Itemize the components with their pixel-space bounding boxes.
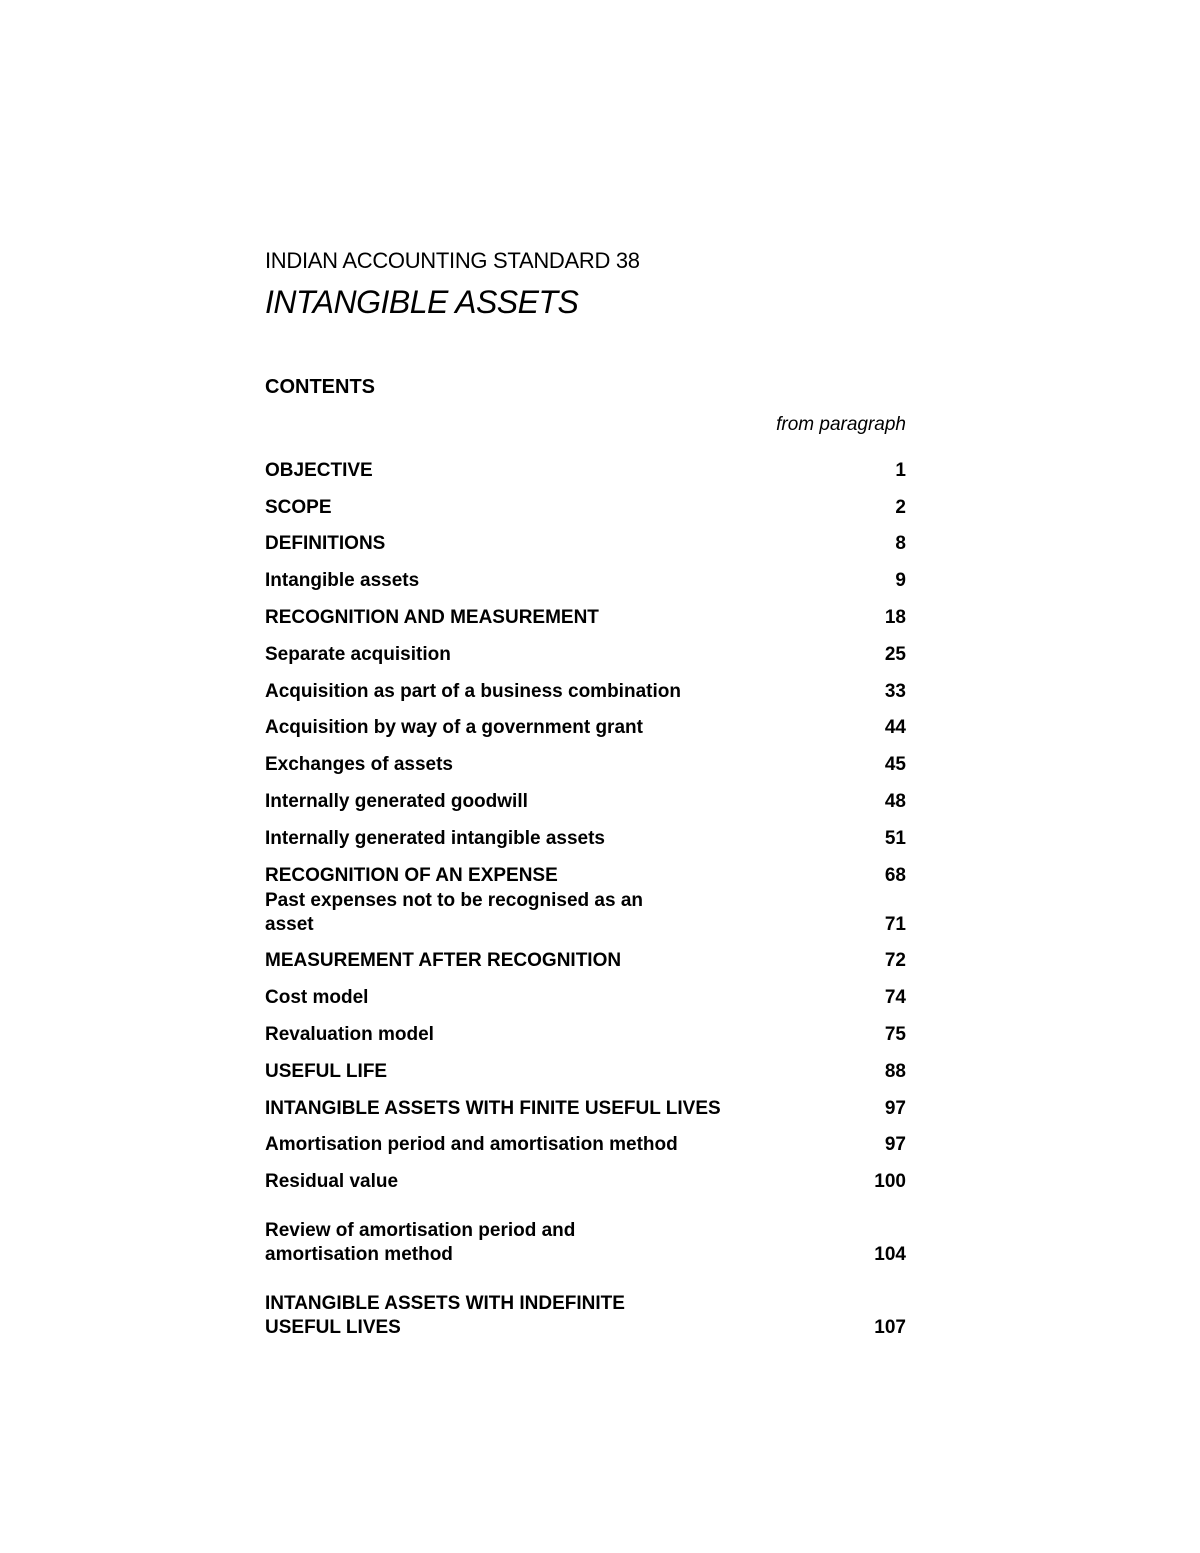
toc-entry-label: OBJECTIVE bbox=[265, 459, 373, 481]
toc-entry-label: Internally generated goodwill bbox=[265, 790, 528, 812]
toc-entry[interactable] bbox=[265, 1279, 906, 1340]
toc-entry[interactable] bbox=[265, 937, 906, 974]
standard-title: INDIAN ACCOUNTING STANDARD 38 bbox=[265, 248, 640, 273]
toc-entry-paragraph: 107 bbox=[874, 1317, 906, 1339]
toc-entry-paragraph: 2 bbox=[895, 496, 906, 518]
toc-entry-paragraph: 25 bbox=[884, 643, 906, 665]
toc-entry-label: Residual value bbox=[265, 1171, 399, 1193]
toc-entry[interactable] bbox=[265, 1121, 906, 1158]
toc-entry-label: RECOGNITION OF AN EXPENSE bbox=[265, 864, 558, 886]
toc-entry-paragraph: 8 bbox=[895, 533, 906, 555]
toc-entry-paragraph: 104 bbox=[874, 1244, 906, 1266]
toc-entry-paragraph: 88 bbox=[884, 1060, 906, 1082]
toc-entry[interactable] bbox=[265, 446, 906, 483]
toc-entry-label: Exchanges of assets bbox=[265, 754, 453, 776]
toc-entry[interactable] bbox=[265, 1206, 906, 1267]
toc-entry-label: INTANGIBLE ASSETS WITH INDEFINITE USEFUL LIVES bbox=[265, 1293, 625, 1339]
toc-entry[interactable] bbox=[265, 667, 906, 704]
toc-entry-label: Internally generated intangible assets bbox=[265, 827, 605, 849]
toc-entry[interactable] bbox=[265, 740, 906, 777]
document-page bbox=[265, 246, 906, 1340]
table-of-contents bbox=[265, 446, 906, 1340]
toc-entry-label: Intangible assets bbox=[265, 570, 420, 592]
toc-entry[interactable] bbox=[265, 630, 906, 667]
toc-entry-paragraph: 45 bbox=[884, 754, 906, 776]
toc-entry-label: Separate acquisition bbox=[265, 643, 451, 665]
toc-entry-paragraph: 72 bbox=[884, 950, 906, 972]
toc-entry[interactable] bbox=[265, 520, 906, 557]
toc-entry-label: Amortisation period and amortisation method bbox=[265, 1134, 678, 1156]
toc-entry-label: USEFUL LIFE bbox=[265, 1060, 388, 1082]
toc-entry-label: SCOPE bbox=[265, 496, 332, 518]
toc-entry[interactable] bbox=[265, 593, 906, 630]
toc-entry-paragraph: 100 bbox=[874, 1171, 906, 1193]
toc-entry-label: Cost model bbox=[265, 987, 369, 1009]
toc-entry-paragraph: 97 bbox=[884, 1097, 906, 1119]
toc-entry-paragraph: 1 bbox=[895, 459, 906, 481]
toc-entry[interactable] bbox=[265, 888, 906, 937]
toc-entry-paragraph: 75 bbox=[884, 1023, 906, 1045]
from-paragraph-label: from paragraph bbox=[776, 414, 906, 435]
toc-entry-paragraph: 68 bbox=[884, 864, 906, 886]
toc-entry-label: Review of amortisation period and amortisation method bbox=[265, 1220, 576, 1266]
toc-entry-label: Acquisition as part of a business combination bbox=[265, 680, 681, 702]
toc-entry-label: Revaluation model bbox=[265, 1023, 434, 1045]
toc-entry-paragraph: 97 bbox=[884, 1134, 906, 1156]
toc-entry[interactable] bbox=[265, 556, 906, 593]
toc-entry-label: Acquisition by way of a government grant bbox=[265, 717, 643, 739]
toc-entry-label: Past expenses not to be recognised as an asset bbox=[265, 889, 644, 935]
toc-entry[interactable] bbox=[265, 1047, 906, 1084]
toc-entry[interactable] bbox=[265, 483, 906, 520]
toc-entry[interactable] bbox=[265, 814, 906, 851]
toc-entry-paragraph: 48 bbox=[884, 790, 906, 812]
contents-heading: CONTENTS bbox=[265, 376, 375, 398]
toc-entry[interactable] bbox=[265, 704, 906, 741]
toc-entry-paragraph: 51 bbox=[884, 827, 906, 849]
toc-entry-paragraph: 71 bbox=[884, 913, 906, 935]
toc-entry[interactable] bbox=[265, 851, 906, 888]
toc-entry-paragraph: 9 bbox=[895, 570, 906, 592]
toc-entry-paragraph: 44 bbox=[884, 717, 906, 739]
toc-entry-paragraph: 74 bbox=[884, 987, 906, 1009]
document-title: INTANGIBLE ASSETS bbox=[265, 284, 579, 320]
toc-entry-label: INTANGIBLE ASSETS WITH FINITE USEFUL LIVES bbox=[265, 1097, 721, 1119]
toc-entry[interactable] bbox=[265, 1157, 906, 1194]
toc-entry-label: DEFINITIONS bbox=[265, 533, 386, 555]
toc-entry-paragraph: 18 bbox=[884, 606, 906, 628]
toc-entry-label: MEASUREMENT AFTER RECOGNITION bbox=[265, 950, 622, 972]
toc-entry[interactable] bbox=[265, 1084, 906, 1121]
toc-entry[interactable] bbox=[265, 973, 906, 1010]
toc-entry[interactable] bbox=[265, 1010, 906, 1047]
toc-entry[interactable] bbox=[265, 777, 906, 814]
toc-entry-label: RECOGNITION AND MEASUREMENT bbox=[265, 606, 599, 628]
toc-entry-paragraph: 33 bbox=[884, 680, 906, 702]
